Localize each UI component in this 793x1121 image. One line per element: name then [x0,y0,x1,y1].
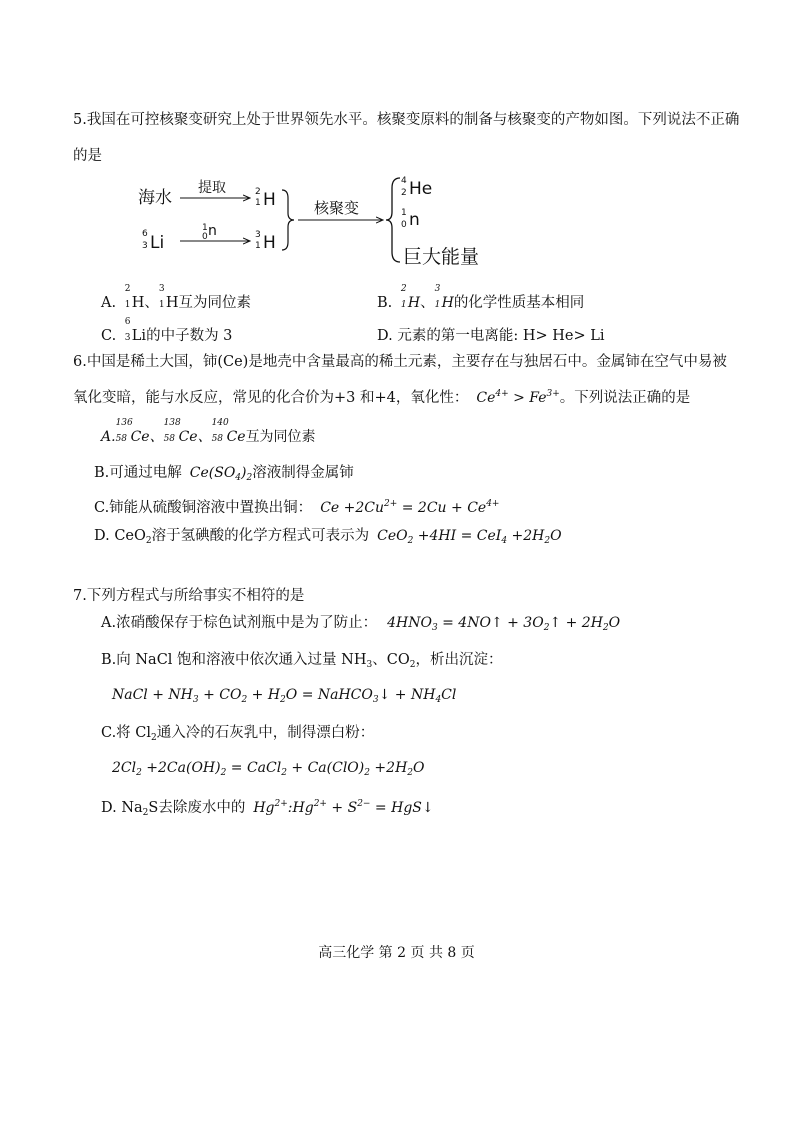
q5-line2: 的是 [73,148,102,164]
h2-z: 1 [255,198,261,208]
he-z: 2 [401,188,407,198]
li-mass: 6 [142,229,148,239]
n-symbol: n [409,210,420,230]
h2-symbol: H [263,190,276,210]
q5-option-d: D. 元素的第一电离能: H> He> Li [377,328,605,344]
neutron-z: 0 [202,232,208,242]
q7-option-c: C.将 $Cl_2$通入冷的石灰乳中，制得漂白粉： [101,725,375,743]
q6-option-c: C.铈能从硫酸铜溶液中置换出铜： $Ce +2Cu^{2+} = 2Cu + Ce^{4+}$ [94,499,500,516]
q7-option-a: A.浓硝酸保存于棕色试剂瓶中是为了防止： $4HNO_3$ = 4NO↑ + $3O_2↑ + 2H_2O$ [101,615,621,633]
li-symbol: Li [150,233,165,253]
n-mass: 1 [401,208,407,218]
q6-option-d: D. CeO$_2$溶于氢碘酸的化学方程式可表示为 $CeO_2 +4HI = CeI_4 +2H_2O$ [94,528,562,546]
right-brace [282,190,294,250]
q7-option-b-equation: NaCl + $NH_3 + CO_2 + H_2O$ = NaHCO$_3$↓ + $NH_4Cl$ [112,687,457,705]
q6-line2: 氧化变暗，能与水反应，常见的化合价为+3 和+4，氧化性： $Ce^{4+} > Fe^{3+}$。下列说法正确的是 [73,389,691,406]
li-z: 3 [142,241,148,251]
page-footer: 高三化学 第 2 页 共 8 页 [318,945,475,961]
he-mass: 4 [401,176,407,186]
q5-line1: 5.我国在可控核聚变研究上处于世界领先水平。核聚变原料的制备与核聚变的产物如图。下列说法不正确 [73,112,740,128]
h3-symbol: H [263,233,276,253]
q7-option-b: B.向 NaCl 饱和溶液中依次通入过量 $NH_3$、$CO_2$，析出沉淀： [101,652,503,670]
n-z: 0 [401,220,407,230]
h3-mass: 3 [255,230,261,240]
h2-mass: 2 [255,187,261,197]
fusion-diagram [128,168,508,268]
extract-label: 提取 [198,180,226,196]
fusion-label: 核聚变 [314,199,360,217]
q7-title: 7.下列方程式与所给事实不相符的是 [73,588,305,604]
q6-line1: 6.中国是稀土大国，铈(Ce)是地壳中含量最高的稀土元素，主要存在与独居石中。金属铈在空气中易被 [73,354,727,370]
q6-option-a: A. 136 58 Ce、 138 58 Ce、 140 58 Ce互为同位素 [101,418,316,445]
energy-label: 巨大能量 [403,246,480,268]
q5-option-a: A. 2 1 H、 3 1 H互为同位素 [101,284,252,311]
q7-option-c-equation: $2Cl_2 +2Ca(OH)_2$ = CaCl$_2$ + $Ca(ClO)_2 +2H_2O$ [112,760,425,778]
q6-option-b: B.可通过电解 $Ce(SO_4)_2$溶液制得金属铈 [94,465,354,483]
he-symbol: He [409,179,433,199]
q5-option-b: B. 2 1 H、 3 1 H的化学性质基本相同 [377,284,585,311]
q7-option-d: D. $Na_2S$去除废水中的 $Hg^{2+}:Hg^{2+} + S^{2-}$ = HgS↓ [101,799,434,818]
neutron-symbol: n [208,223,217,239]
seawater-label: 海水 [138,188,172,208]
neutron-mass: 1 [202,223,208,233]
q5-option-c: C. 6 3 Li的中子数为 3 [101,317,233,344]
left-brace [386,178,400,262]
h3-z: 1 [255,241,261,251]
